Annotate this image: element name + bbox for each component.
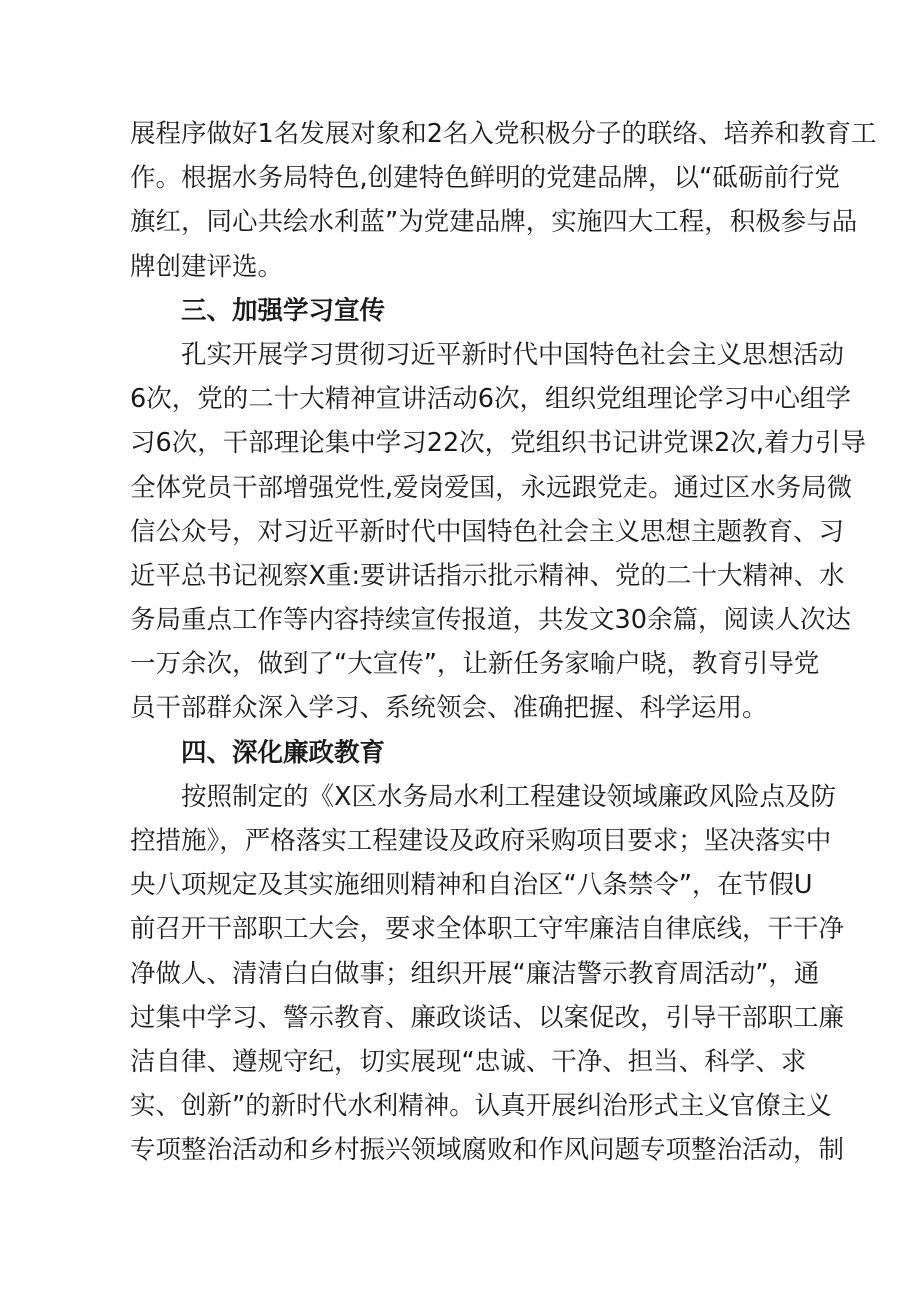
text-line: 展程序做好1名发展对象和2名入党积极分子的联络、培养和教育工: [130, 119, 877, 149]
text-line: 近平总书记视察X重:要讲话指示批示精神、党的二十大精神、水: [130, 560, 845, 591]
paragraph-party-building: [130, 112, 877, 289]
text-line: 过集中学习、警示教育、廉政谈话、以案促改，引导干部职工廉: [130, 1002, 845, 1033]
text-line: 控措施》，严格落实工程建设及政府采购项目要求；坚决落实中: [130, 826, 832, 856]
paragraph-integrity-education: [130, 775, 845, 1173]
text-line: 一万余次，做到了“大宣传”，让新任务家喻户晓，教育引导党: [130, 649, 820, 680]
text-line: 习6次，干部理论集中学习22次，党组织书记讲党课2次,着力引导: [130, 428, 867, 459]
text-line: 员干部群众深入学习、系统领会、准确把握、科学运用。: [130, 693, 768, 724]
paragraph-study-publicity: [130, 333, 867, 731]
text-line: 作。根据水务局特色,创建特色鲜明的党建品牌，以“砥砺前行党: [130, 163, 840, 194]
section-heading-integrity-education: 四、深化廉政教育: [181, 737, 386, 768]
section-heading-study-publicity: 三、加强学习宣传: [181, 295, 386, 326]
text-line: 前召开干部职工大会，要求全体职工守牢廉洁自律底线，干干净: [130, 914, 845, 945]
text-line: 孔实开展学习贯彻习近平新时代中国特色社会主义思想活动: [181, 339, 845, 370]
text-line: 6次，党的二十大精神宣讲活动6次，组织党组理论学习中心组学: [130, 384, 851, 415]
text-line: 实、创新”的新时代水利精神。认真开展纠治形式主义官僚主义: [130, 1091, 832, 1122]
text-line: 信公众号，对习近平新时代中国特色社会主义思想主题教育、习: [130, 516, 845, 547]
text-line: 旗红，同心共绘水利蓝”为党建品牌，实施四大工程，积极参与品: [130, 207, 858, 238]
document-body: [130, 112, 877, 1173]
text-line: 专项整治活动和乡村振兴领域腐败和作风问题专项整治活动，制: [130, 1135, 845, 1166]
text-line: 央八项规定及其实施细则精神和自治区“八条禁令”，在节假U: [130, 870, 813, 901]
text-line: 按照制定的《X区水务局水利工程建设领域廉政风险点及防: [181, 781, 836, 812]
text-line: 全体党员干部增强党性,爱岗爱国，永远跟党走。通过区水务局微: [130, 472, 853, 503]
text-line: 洁自律、遵规守纪，切实展现“忠诚、干净、担当、科学、求: [130, 1046, 807, 1077]
text-line: 务局重点工作等内容持续宣传报道，共发文30余篇，阅读人次达: [130, 605, 851, 636]
text-line: 牌创建评选。: [130, 251, 284, 282]
text-line: 净做人、清清白白做事；组织开展“廉洁警示教育周活动”，通: [130, 958, 820, 989]
